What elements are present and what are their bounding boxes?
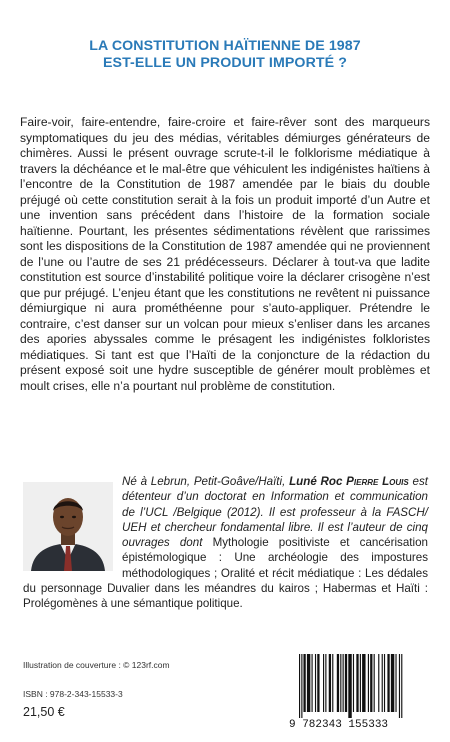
barcode-bar bbox=[303, 654, 305, 712]
barcode-bar bbox=[299, 654, 300, 718]
barcode-bar bbox=[325, 654, 326, 712]
bio-details: est détenteur d’un doctorat en Information et communication de l’UCL /Belgique (2012). Il est professeur à la FASCH/ UEH et chercheur fondamental libre. Il est l’auteur de cinq ouvrages dont bbox=[122, 475, 428, 550]
barcode-bar bbox=[332, 654, 333, 712]
barcode-bar bbox=[315, 654, 316, 712]
barcode-bar bbox=[343, 654, 344, 712]
barcode-bar bbox=[368, 654, 369, 712]
barcode-bar bbox=[384, 654, 385, 712]
barcode-digits: 9 782343 155333 bbox=[289, 719, 389, 731]
barcode-bar bbox=[301, 654, 302, 718]
author-given-name: Luné Roc bbox=[289, 475, 343, 488]
barcode-bar bbox=[360, 654, 361, 712]
barcode-bar bbox=[382, 654, 383, 712]
author-family-name: Pierre Louis bbox=[346, 475, 409, 488]
barcode-bar bbox=[399, 654, 400, 718]
barcode-bars bbox=[289, 652, 432, 718]
barcode-bar bbox=[340, 654, 341, 712]
barcode-bar bbox=[337, 654, 339, 712]
isbn: ISBN : 978-2-343-15533-3 bbox=[23, 689, 123, 699]
barcode-bar bbox=[387, 654, 389, 712]
barcode-bar bbox=[370, 654, 372, 712]
barcode-bar bbox=[362, 654, 365, 712]
book-title bbox=[40, 38, 410, 72]
author-name bbox=[289, 475, 409, 488]
photo-spacer bbox=[23, 474, 122, 570]
barcode-bar bbox=[307, 654, 310, 712]
barcode-bar bbox=[378, 654, 379, 712]
cover-credit: Illustration de couverture : © 123rf.com bbox=[23, 660, 170, 670]
barcode-bar bbox=[356, 654, 358, 712]
title-line-2: EST-ELLE UN PRODUIT IMPORTÉ ? bbox=[102, 55, 348, 71]
barcode-bar bbox=[317, 654, 319, 712]
barcode-bar bbox=[391, 654, 394, 712]
barcode-bar bbox=[395, 654, 396, 712]
title-line-1: LA CONSTITUTION HAÏTIENNE DE 1987 bbox=[89, 38, 361, 54]
barcode-bar bbox=[374, 654, 375, 712]
bio-works: Mythologie positiviste et cancérisation épistémologique : Une archéologie des impostures méthodologiques ; Oralité et récit médiatique : Les dédales du personnage Duvalier dans les méandres du kairos ; Habermas et Haïti : Prolégomènes à une sémantique politique. bbox=[23, 536, 428, 611]
price: 21,50 € bbox=[23, 705, 65, 719]
barcode-bar bbox=[329, 654, 331, 712]
bio-intro: Né à Lebrun, Petit-Goâve/Haïti, bbox=[122, 475, 286, 488]
barcode-bar bbox=[401, 654, 402, 718]
back-cover-summary: Faire-voir, faire-entendre, faire-croire et faire-rêver sont des marqueurs symptomatiques du jeu des médias, véritables démiurges générateurs de chimères. Aussi le présent ouvrage scrute-t-il le folklorisme médiatique à travers la déchéance et le mal-être que véhiculent les indigénistes haïtiens à l’encontre de la Constitution de 1987 amendée par le biais du double préjugé où cette constitution serait à la fois un produit importé d’un Autre et une invention sans précédent dans l’histoire de la formation sociale haïtienne. Pourtant, les présentes sédimentations révèlent que rarissimes sont les dispositions de la Constitution de 1987 amendée qui ne proviennent de l’une ou l’autre de ses 21 prédécesseurs. Déclarer à tout-va que ladite constitution est source d’instabilité politique voire la déclarer crisogène n’est que pur préjugé. L’enjeu étant que les constitutions ne revêtent ni puissance démiurgique ni aura prométhéenne pour s’auto-appliquer. Prétendre le contraire, c’est danser sur un volcan pour mieux s’enliser dans les arcanes des apories abyssales comme le présagent les indigénistes folkloristes médiatiques. Si tant est que l’Haïti de la conjoncture de la rédaction du présent exposé soit une hydre susceptible de générer moult problèmes et moult crises, elle n’a pourtant nul problème de constitution. bbox=[20, 115, 430, 393]
author-bio bbox=[23, 474, 428, 612]
barcode-bar bbox=[323, 654, 324, 712]
barcode-bar bbox=[348, 654, 351, 718]
barcode-bar bbox=[353, 654, 354, 712]
barcode-bar bbox=[345, 654, 347, 712]
barcode-bar bbox=[312, 654, 313, 712]
